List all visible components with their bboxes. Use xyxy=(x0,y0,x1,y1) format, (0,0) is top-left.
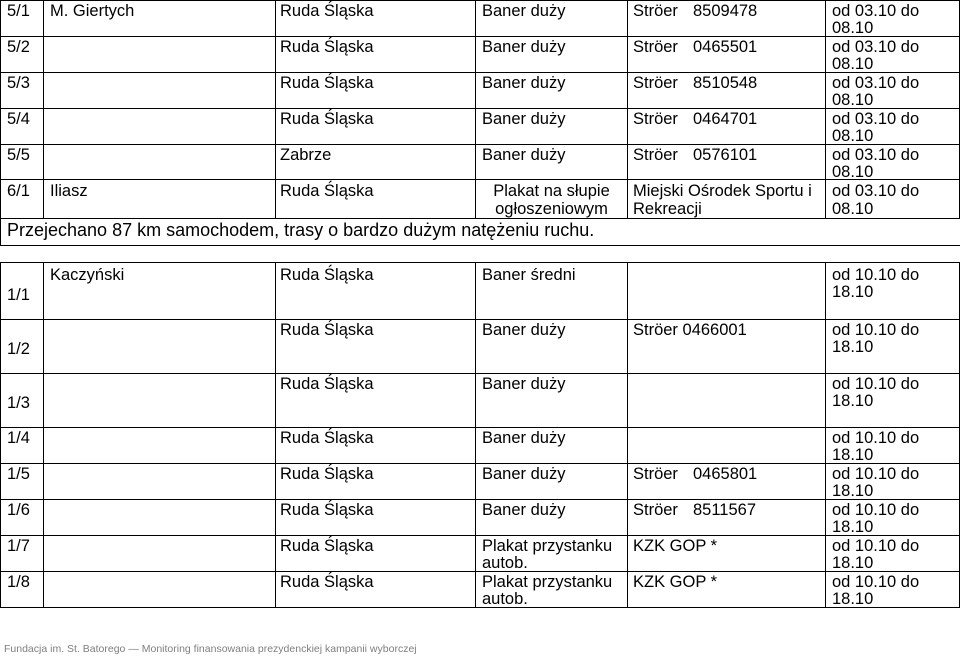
owner: Ströer xyxy=(633,146,678,164)
city: Ruda Śląska xyxy=(280,74,374,92)
city: Ruda Śląska xyxy=(280,537,374,555)
ad-code: 0465801 xyxy=(693,465,758,483)
city: Ruda Śląska xyxy=(280,573,374,591)
ad-code: 0464701 xyxy=(693,110,758,128)
ad-code: 0576101 xyxy=(693,146,758,164)
row-number: 5/4 xyxy=(7,110,30,128)
row-number: 1/1 xyxy=(7,286,30,304)
date-to: 08.10 xyxy=(832,91,874,109)
ad-type: Baner duży xyxy=(482,375,566,393)
city: Ruda Śląska xyxy=(280,429,374,447)
date-to: 18.10 xyxy=(832,590,874,608)
row-number: 1/3 xyxy=(7,394,30,412)
city: Ruda Śląska xyxy=(280,38,374,56)
date-to: 18.10 xyxy=(832,446,874,464)
date-to: 18.10 xyxy=(832,338,874,356)
date-from: od 03.10 do xyxy=(832,2,920,20)
row-number: 1/6 xyxy=(7,501,30,519)
date-to: 08.10 xyxy=(832,19,874,37)
date-from: od 03.10 do xyxy=(832,110,920,128)
date-to: 08.10 xyxy=(832,55,874,73)
owner: KZK GOP * xyxy=(633,573,718,591)
row-number: 1/4 xyxy=(7,429,30,447)
city: Zabrze xyxy=(280,146,332,164)
ad-type: Baner duży xyxy=(482,2,566,20)
row-number: 1/7 xyxy=(7,537,30,555)
owner: Ströer xyxy=(633,501,678,519)
candidate-name: M. Giertych xyxy=(50,2,135,20)
date-to: 18.10 xyxy=(832,392,874,410)
row-number: 1/2 xyxy=(7,340,30,358)
ad-type: Baner duży xyxy=(482,74,566,92)
row-number: 1/5 xyxy=(7,465,30,483)
date-to: 08.10 xyxy=(832,163,874,181)
owner: Ströer xyxy=(633,2,678,20)
candidate-name: Kaczyński xyxy=(50,266,125,284)
ad-code: 0465501 xyxy=(693,38,758,56)
city: Ruda Śląska xyxy=(280,465,374,483)
row-number: 6/1 xyxy=(7,182,30,200)
row-number: 5/5 xyxy=(7,146,30,164)
owner: Ströer 0466001 xyxy=(633,321,747,339)
ad-type: Baner duży xyxy=(482,429,566,447)
date-from: od 10.10 do xyxy=(832,429,920,447)
ad-type: Baner duży xyxy=(482,110,566,128)
ad-type: Baner duży xyxy=(482,321,566,339)
date-from: od 03.10 do xyxy=(832,182,920,200)
date-to: 18.10 xyxy=(832,283,874,301)
city: Ruda Śląska xyxy=(280,266,374,284)
ad-code: 8509478 xyxy=(693,2,758,20)
date-from: od 03.10 do xyxy=(832,38,920,56)
city: Ruda Śląska xyxy=(280,375,374,393)
date-from: od 10.10 do xyxy=(832,501,920,519)
row-number: 5/1 xyxy=(7,2,30,20)
owner-line2: Rekreacji xyxy=(633,200,702,218)
row-number: 5/2 xyxy=(7,38,30,56)
mileage-note: Przejechano 87 km samochodem, trasy o bardzo dużym natężeniu ruchu. xyxy=(7,220,595,240)
date-from: od 10.10 do xyxy=(832,573,920,591)
row-number: 5/3 xyxy=(7,74,30,92)
date-from: od 10.10 do xyxy=(832,375,920,393)
ad-type-line2: autob. xyxy=(482,554,528,572)
owner-line1: Miejski Ośrodek Sportu i xyxy=(633,182,812,200)
ad-type: Baner średni xyxy=(482,266,576,284)
date-to: 18.10 xyxy=(832,554,874,572)
date-from: od 10.10 do xyxy=(832,266,920,284)
owner: Ströer xyxy=(633,465,678,483)
date-from: od 03.10 do xyxy=(832,146,920,164)
owner: Ströer xyxy=(633,110,678,128)
ad-type: Baner duży xyxy=(482,38,566,56)
date-to: 18.10 xyxy=(832,482,874,500)
city: Ruda Śląska xyxy=(280,2,374,20)
city: Ruda Śląska xyxy=(280,501,374,519)
ad-type: Baner duży xyxy=(482,465,566,483)
ad-code: 8511567 xyxy=(693,501,757,519)
date-from: od 10.10 do xyxy=(832,537,920,555)
row-number: 1/8 xyxy=(7,573,30,591)
ad-type: Baner duży xyxy=(482,146,566,164)
date-from: od 10.10 do xyxy=(832,465,920,483)
ad-type-line1: Plakat na słupie xyxy=(493,182,610,200)
ad-type-line2: autob. xyxy=(482,590,528,608)
owner: KZK GOP * xyxy=(633,537,718,555)
ad-type: Baner duży xyxy=(482,501,566,519)
owner: Ströer xyxy=(633,74,678,92)
ad-type-line2: ogłoszeniowym xyxy=(495,200,608,218)
date-to: 18.10 xyxy=(832,518,874,536)
date-to: 08.10 xyxy=(832,127,874,145)
city: Ruda Śląska xyxy=(280,321,374,339)
ad-type-line1: Plakat przystanku xyxy=(482,573,613,591)
ad-type-line1: Plakat przystanku xyxy=(482,537,613,555)
date-to: 08.10 xyxy=(832,200,874,218)
date-from: od 10.10 do xyxy=(832,321,920,339)
ad-code: 8510548 xyxy=(693,74,758,92)
city: Ruda Śląska xyxy=(280,182,374,200)
page-footer: Fundacja im. St. Batorego — Monitoring finansowania prezydenckiej kampanii wyborczej xyxy=(4,643,417,655)
owner: Ströer xyxy=(633,38,678,56)
candidate-name: Iliasz xyxy=(50,182,88,200)
date-from: od 03.10 do xyxy=(832,74,920,92)
city: Ruda Śląska xyxy=(280,110,374,128)
